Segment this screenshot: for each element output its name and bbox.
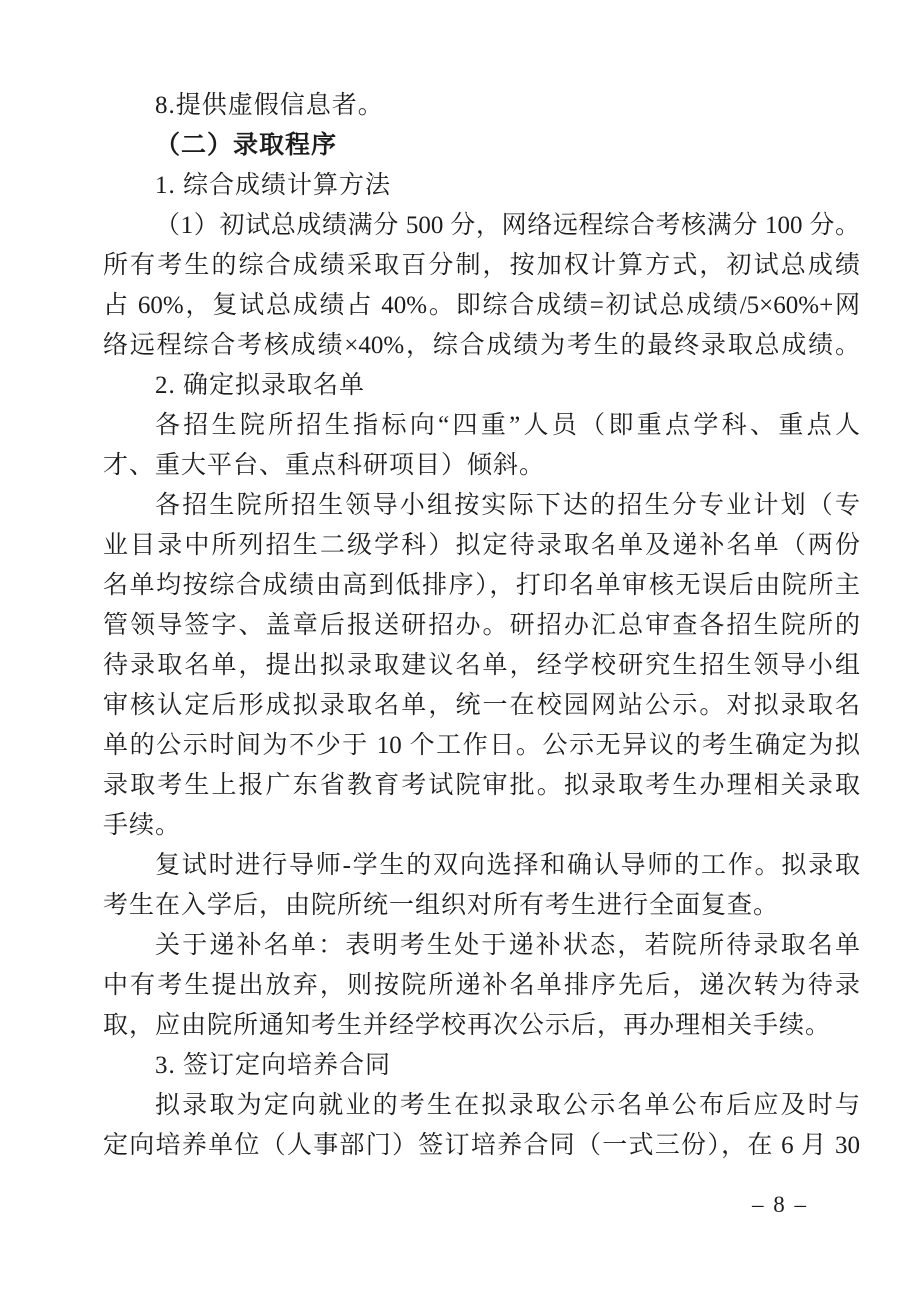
page-number: – 8 – — [752, 1192, 808, 1217]
text-line: 审核认定后形成拟录取名单，统一在校园网站公示。对拟录取名 — [103, 692, 860, 719]
text-line: 中有考生提出放弃，则按院所递补名单排序先后，递次转为待录 — [103, 972, 860, 999]
text-line: 各招生院所招生领导小组按实际下达的招生分专业计划（专 — [155, 492, 860, 519]
text-line: 8.提供虚假信息者。 — [155, 92, 384, 119]
text-line: 各招生院所招生指标向“四重”人员（即重点学科、重点人 — [155, 412, 860, 439]
text-line: 管领导签字、盖章后报送研招办。研招办汇总审查各招生院所的 — [103, 612, 860, 639]
text-line: 2. 确定拟录取名单 — [155, 372, 366, 399]
text-line: 名单均按综合成绩由高到低排序），打印名单审核无误后由院所主 — [103, 572, 860, 599]
text-line: 所有考生的综合成绩采取百分制，按加权计算方式，初试总成绩 — [103, 252, 860, 279]
section-heading: （二）录取程序 — [155, 132, 338, 159]
text-block — [103, 86, 860, 1166]
text-line: 取，应由院所通知考生并经学校再次公示后，再办理相关手续。 — [103, 1012, 832, 1039]
text-line: 业目录中所列招生二级学科）拟定待录取名单及递补名单（两份 — [103, 532, 860, 559]
text-line: 3. 签订定向培养合同 — [155, 1052, 392, 1079]
text-line: 复试时进行导师-学生的双向选择和确认导师的工作。拟录取 — [155, 852, 860, 879]
text-line: 待录取名单，提出拟录取建议名单，经学校研究生招生领导小组 — [103, 652, 860, 679]
text-line: 才、重大平台、重点科研项目）倾斜。 — [103, 452, 546, 479]
text-line: 络远程综合考核成绩×40%，综合成绩为考生的最终录取总成绩。 — [103, 332, 860, 359]
text-line: 拟录取为定向就业的考生在拟录取公示名单公布后应及时与 — [155, 1092, 860, 1119]
text-line: 关于递补名单：表明考生处于递补状态，若院所待录取名单 — [155, 932, 860, 959]
text-line: 占 60%，复试总成绩占 40%。即综合成绩=初试总成绩/5×60%+网 — [103, 292, 860, 319]
text-line: 考生在入学后，由院所统一组织对所有考生进行全面复查。 — [103, 892, 780, 919]
text-line: 手续。 — [103, 812, 182, 839]
text-line: （1）初试总成绩满分 500 分，网络远程综合考核满分 100 分。 — [155, 212, 860, 239]
text-line: 单的公示时间为不少于 10 个工作日。公示无异议的考生确定为拟 — [103, 732, 860, 759]
text-line: 录取考生上报广东省教育考试院审批。拟录取考生办理相关录取 — [103, 772, 860, 799]
text-line: 1. 综合成绩计算方法 — [155, 172, 392, 199]
text-line: 定向培养单位（人事部门）签订培养合同（一式三份），在 6 月 30 — [103, 1132, 860, 1159]
